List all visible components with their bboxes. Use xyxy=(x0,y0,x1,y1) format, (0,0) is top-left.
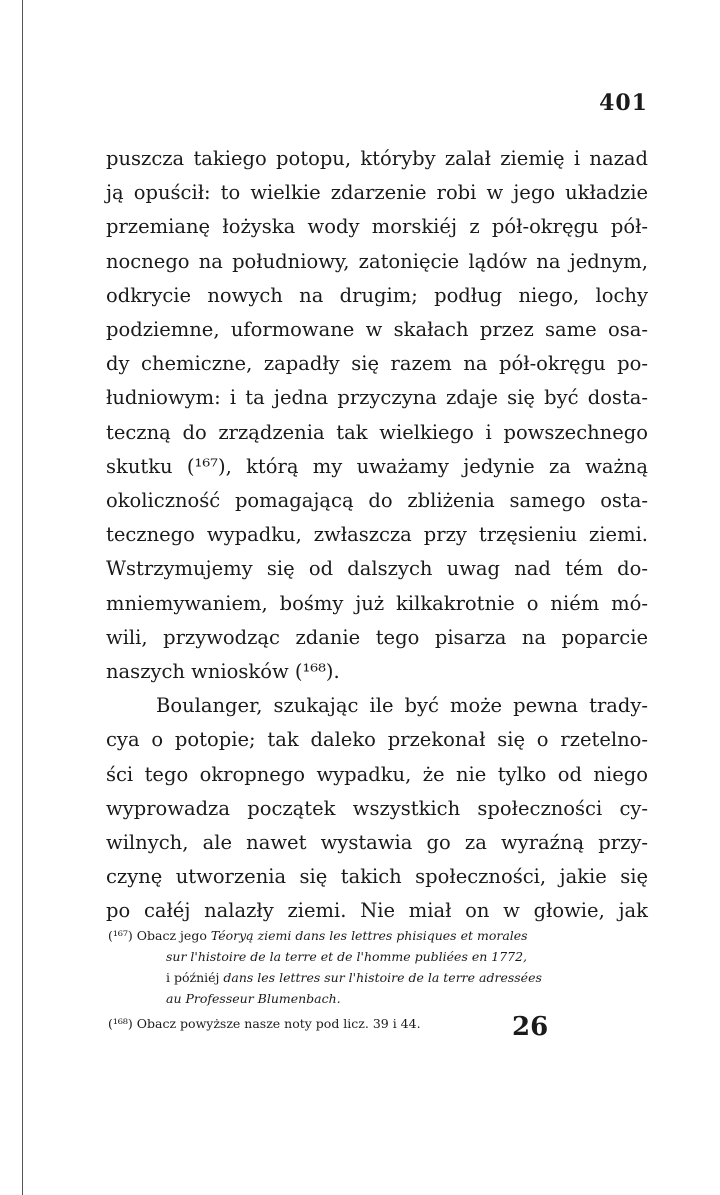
footnote-text-italic: Téoryą ziemi dans les lettres phisiques et morales xyxy=(210,928,528,943)
footnote-marker: (¹⁶⁷) xyxy=(108,928,133,943)
footnote-text: Obacz powyższe nasze noty pod licz. 39 i 44. xyxy=(136,1016,421,1031)
paragraph-2 xyxy=(106,689,648,928)
footnote-text: Obacz jego xyxy=(136,928,211,943)
text-line: cya o potopie; tak daleko przekonał się o rzetelno- xyxy=(106,728,648,752)
paragraph-1 xyxy=(106,142,648,689)
text-line: puszcza takiego potopu, któryby zalał ziemię i nazad xyxy=(106,147,648,170)
text-line: skutku (¹⁶⁷), którą my uważamy jedynie za ważną xyxy=(106,454,648,478)
text-line: po całéj nalazły ziemi. Nie miał on w głowie, jak xyxy=(106,899,648,923)
text-line: czynę utworzenia się takich społeczności, jakie się xyxy=(106,865,648,889)
text-line: przemianę łożyska wody morskiéj z pół-okręgu pół- xyxy=(106,215,648,239)
text-line: podziemne, uformowane w skałach przez same osa- xyxy=(106,318,648,342)
text-line: wyprowadza początek wszystkich społeczności cy- xyxy=(106,796,648,820)
text-line: łudniowym: i ta jedna przyczyna zdaje się być dosta- xyxy=(106,386,648,410)
page-binding-edge xyxy=(0,0,23,1195)
footnote-167 xyxy=(108,925,650,1009)
printer-signature-mark: 26 xyxy=(512,1012,549,1042)
text-line: naszych wniosków (¹⁶⁸). xyxy=(106,660,340,684)
footnote-line: sur l'histoire de la terre et de l'homme publiées en 1772, xyxy=(166,949,528,964)
text-line: Wstrzymujemy się od dalszych uwag nad tém do- xyxy=(106,557,648,581)
body-text xyxy=(106,142,648,929)
footnote-line xyxy=(108,967,650,988)
footnote-line xyxy=(108,1013,650,1034)
text-line: dy chemiczne, zapadły się razem na pół-okręgu po- xyxy=(106,352,648,376)
text-line: wilnych, ale nawet wystawia go za wyraźną przy- xyxy=(106,831,648,855)
text-line: mniemywaniem, bośmy już kilkakrotnie o niém mó- xyxy=(106,591,648,615)
footnote-text: i późniéj xyxy=(166,970,224,985)
footnotes xyxy=(108,925,650,1034)
text-line: tecznego wypadku, zwłaszcza przy trzęsieniu ziemi. xyxy=(106,523,648,547)
text-line: Boulanger, szukając ile być może pewna trady- xyxy=(156,694,648,718)
text-line: wili, przywodząc zdanie tego pisarza na poparcie xyxy=(106,625,648,649)
text-line: ści tego okropnego wypadku, że nie tylko od niego xyxy=(106,762,648,786)
footnote-marker: (¹⁶⁸) xyxy=(108,1016,133,1031)
footnote-text-italic: dans les lettres sur l'histoire de la terre adressées xyxy=(223,970,542,985)
footnote-168 xyxy=(108,1013,650,1034)
text-line: ją opuścił: to wielkie zdarzenie robi w jego układzie xyxy=(106,181,648,205)
page-number: 401 xyxy=(599,90,648,116)
footnote-line: au Professeur Blumenbach. xyxy=(166,991,341,1006)
text-line: nocnego na południowy, zatonięcie lądów na jednym, xyxy=(106,249,648,273)
footnote-line xyxy=(108,925,650,946)
text-line: okoliczność pomagającą do zbliżenia samego osta- xyxy=(106,489,648,513)
text-line: teczną do zrządzenia tak wielkiego i powszechnego xyxy=(106,420,648,444)
text-line: odkrycie nowych na drugim; podług niego, lochy xyxy=(106,283,648,307)
